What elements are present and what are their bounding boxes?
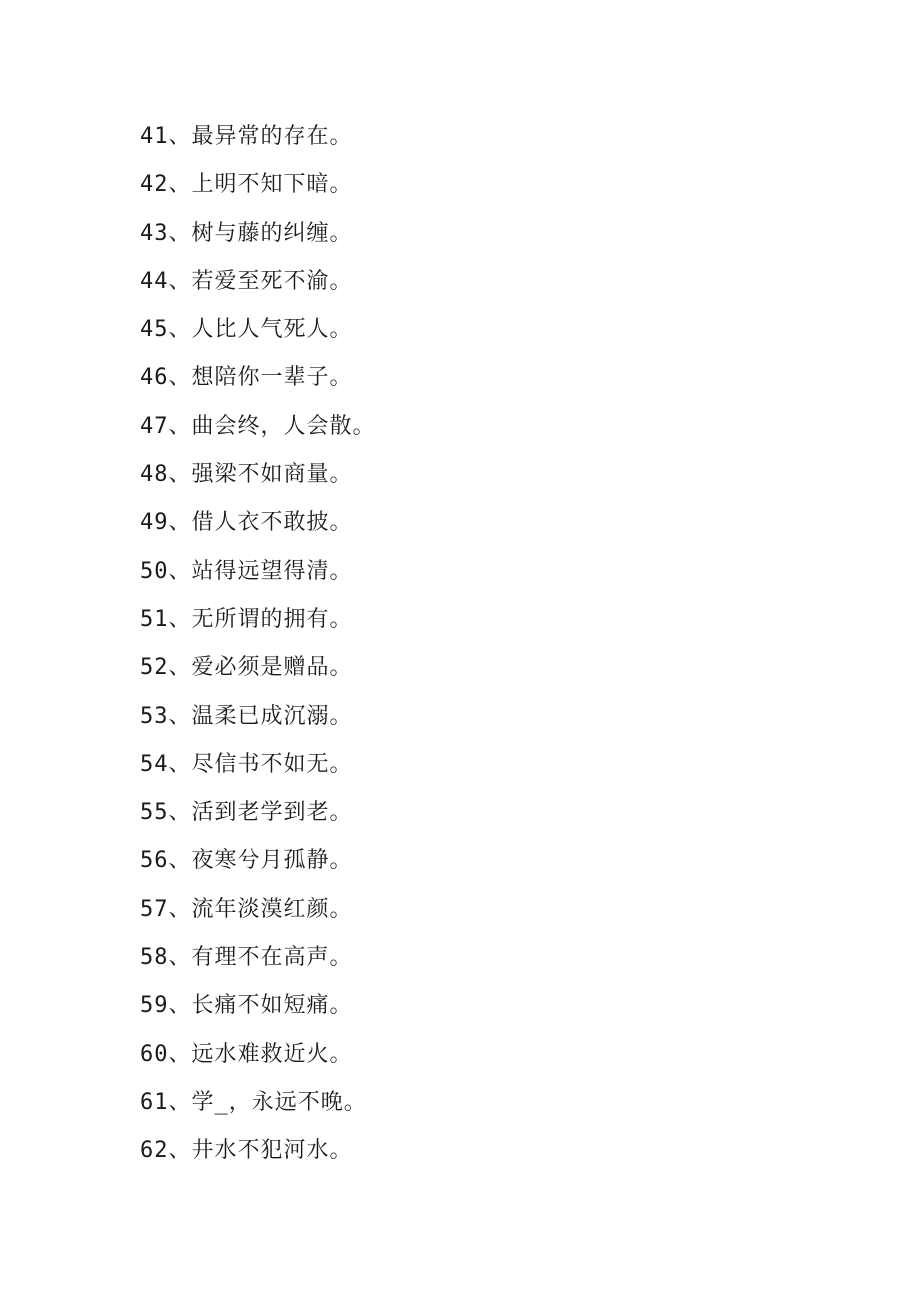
list-item: 58、有理不在高声。 <box>140 945 353 971</box>
list-item: 42、上明不知下暗。 <box>140 172 353 198</box>
list-item: 60、远水难救近火。 <box>140 1041 353 1067</box>
list-item: 52、爱必须是赠品。 <box>140 655 353 681</box>
list-item: 55、活到老学到老。 <box>140 800 353 826</box>
list-item: 46、想陪你一辈子。 <box>140 365 353 391</box>
list-item: 51、无所谓的拥有。 <box>140 606 353 632</box>
sentence-list <box>140 113 376 1176</box>
list-item: 62、井水不犯河水。 <box>140 1138 353 1164</box>
list-item: 48、强梁不如商量。 <box>140 462 353 488</box>
list-item: 47、曲会终，人会散。 <box>140 413 376 439</box>
list-item: 50、站得远望得清。 <box>140 558 353 584</box>
list-item: 56、夜寒兮月孤静。 <box>140 848 353 874</box>
list-item: 54、尽信书不如无。 <box>140 751 353 777</box>
list-item: 45、人比人气死人。 <box>140 317 353 343</box>
list-item: 41、最异常的存在。 <box>140 124 353 149</box>
list-item: 43、树与藤的纠缠。 <box>140 220 353 246</box>
list-item: 59、长痛不如短痛。 <box>140 993 353 1019</box>
list-item: 53、温柔已成沉溺。 <box>140 703 353 729</box>
list-item: 61、学_，永远不晚。 <box>140 1089 367 1115</box>
list-item: 44、若爱至死不渝。 <box>140 268 353 294</box>
list-item: 49、借人衣不敢披。 <box>140 510 353 536</box>
list-item: 57、流年淡漠红颜。 <box>140 896 353 922</box>
